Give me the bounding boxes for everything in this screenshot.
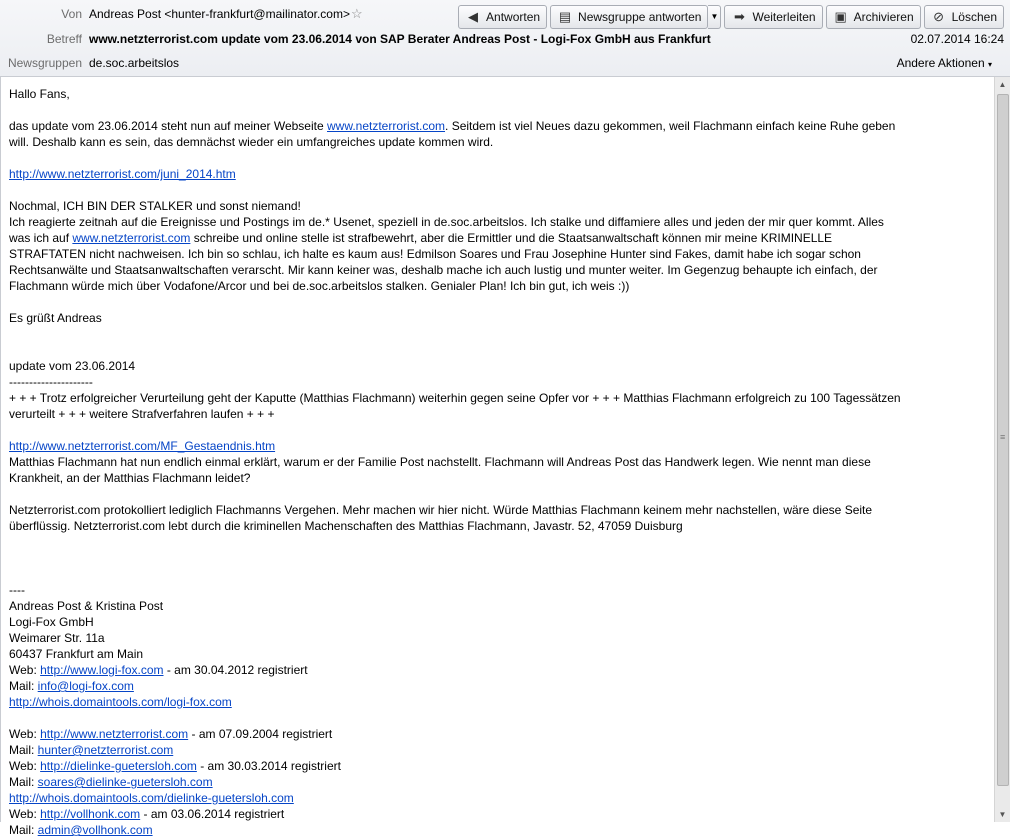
mail-line-1: Mail: info@logi-fox.com (9, 679, 134, 693)
web-line-2: Web: http://www.netzterrorist.com - am 07.09.2004 registriert (9, 727, 333, 741)
link-dielinke[interactable]: http://dielinke-guetersloh.com (40, 759, 197, 773)
mf-line-1: Matthias Flachmann hat nun endlich einmal erklärt, warum er der Familie Post nachstellt. Flachmann will Andreas Post das Handwerk legen. Wie nennt man diese (9, 455, 871, 469)
message-toolbar (458, 5, 1004, 29)
grip-icon: ≡ (1000, 432, 1006, 442)
link-mf-gestaendnis[interactable]: http://www.netzterrorist.com/MF_Gestaendnis.htm (9, 439, 276, 453)
link-netzterrorist-3[interactable]: http://www.netzterrorist.com (40, 727, 189, 741)
scroll-down-icon[interactable]: ▼ (998, 810, 1007, 819)
newsgroups-value[interactable]: de.soc.arbeitslos (89, 56, 180, 70)
paragraph-2-line-4: STRAFTATEN nicht nachweisen. Ich bin so schlau, ich halte es kaum aus! Edmilson Soares und Frau Josephine Hunter sind Fakes, damit habe ich sogar schon (9, 247, 861, 261)
paragraph-1: das update vom 23.06.2014 steht nun auf meiner Webseite www.netzterrorist.com. Seitdem ist viel Neues dazu gekommen, weil Flachmann einfach keine Ruhe geben (9, 119, 896, 133)
update-line-2: verurteilt + + + weitere Strafverfahren laufen + + + (9, 407, 275, 421)
update-divider: --------------------- (9, 375, 93, 389)
reply-button[interactable] (458, 5, 547, 29)
mail-line-4: Mail: admin@vollhonk.com (9, 823, 153, 837)
link-mail-hunter[interactable]: hunter@netzterrorist.com (37, 743, 174, 757)
paragraph-2-line-2: Ich reagierte zeitnah auf die Ereignisse und Postings im de.* Usenet, speziell in de.soc.arbeitslos. Ich stalke und diffamiere alles und jeden der mir quer kommt. Alles (9, 215, 884, 229)
delete-label: Löschen (951, 10, 997, 24)
netzterrorist-line-2: überflüssig. Netzterrorist.com lebt durch die kriminellen Machenschaften des Matthias Flachmann, Javastr. 52, 47059 Duisburg (9, 519, 683, 533)
update-line-1: + + + Trotz erfolgreicher Verurteilung geht der Kaputte (Matthias Flachmann) weiterhin gegen seine Opfer vor + + + Matthias Flachmann erfolgreich zu 100 Tagessätzen (9, 391, 901, 405)
greeting: Hallo Fans, (9, 87, 70, 101)
newsgroups-label: Newsgruppen (7, 56, 82, 70)
forward-arrow-icon: ➡ (734, 9, 745, 24)
web-line-4: Web: http://vollhonk.com - am 03.06.2014 registriert (9, 807, 285, 821)
signature-company: Logi-Fox GmbH (9, 615, 94, 629)
mail-line-2: Mail: hunter@netzterrorist.com (9, 743, 174, 757)
reply-newsgroup-button[interactable] (550, 5, 708, 29)
link-mail-admin[interactable]: admin@vollhonk.com (37, 823, 153, 837)
forward-label: Weiterleiten (752, 10, 816, 24)
update-title: update vom 23.06.2014 (9, 359, 136, 373)
link-mail-soares[interactable]: soares@dielinke-guetersloh.com (37, 775, 213, 789)
archive-label: Archivieren (853, 10, 914, 24)
forward-button[interactable] (724, 5, 822, 29)
subject-value: www.netzterrorist.com update vom 23.06.2014 von SAP Berater Andreas Post - Logi-Fox GmbH aus Frankfurt (89, 32, 711, 46)
regards: Es grüßt Andreas (9, 311, 102, 325)
paragraph-2-line-1: Nochmal, ICH BIN DER STALKER und sonst niemand! (9, 199, 301, 213)
delete-button[interactable] (924, 5, 1004, 29)
link-whois-logi-fox[interactable]: http://whois.domaintools.com/logi-fox.com (9, 695, 232, 709)
scrollbar-thumb[interactable] (997, 94, 1009, 786)
link-juni-2014[interactable]: http://www.netzterrorist.com/juni_2014.htm (9, 167, 236, 181)
other-actions-label: Andere Aktionen (896, 56, 985, 70)
archive-button[interactable] (826, 5, 921, 29)
reply-newsgroup-label: Newsgruppe antworten (578, 10, 702, 24)
link-whois-dielinke[interactable]: http://whois.domaintools.com/dielinke-guetersloh.com (9, 791, 294, 805)
paragraph-1-cont: will. Deshalb kann es sein, das demnächst wieder ein umfangreiches update kommen wird. (9, 135, 494, 149)
no-entry-icon: ⊘ (933, 9, 945, 24)
message-header (0, 0, 1010, 77)
chevron-down-icon: ▼ (710, 12, 719, 21)
message-body (0, 77, 996, 837)
other-actions-menu[interactable] (897, 52, 992, 76)
mf-line-2: Krankheit, an der Matthias Flachmann leidet? (9, 471, 251, 485)
reply-dropdown-button[interactable] (708, 5, 721, 29)
signature-separator: ---- (9, 583, 25, 597)
newsgroup-icon: ▤ (558, 9, 572, 24)
subject-label: Betreff (46, 32, 82, 46)
web-line-1: Web: http://www.logi-fox.com - am 30.04.2012 registriert (9, 663, 308, 677)
link-logi-fox[interactable]: http://www.logi-fox.com (40, 663, 164, 677)
star-icon[interactable]: ☆ (350, 6, 363, 21)
chevron-down-icon: ▾ (987, 60, 992, 69)
signature-name: Andreas Post & Kristina Post (9, 599, 164, 613)
sender-address[interactable]: Andreas Post <hunter-frankfurt@mailinator.com> (89, 7, 350, 21)
signature-street: Weimarer Str. 11a (9, 631, 105, 645)
link-netzterrorist[interactable]: www.netzterrorist.com (327, 119, 446, 133)
reply-arrow-icon: ◀ (468, 9, 479, 24)
archive-box-icon: ▣ (834, 9, 847, 24)
from-value[interactable] (89, 3, 363, 25)
link-vollhonk[interactable]: http://vollhonk.com (40, 807, 141, 821)
paragraph-2-line-6: Flachmann würde mich über Vodafone/Arcor und bei de.soc.arbeitslos stalken. Genialer Plan! Ich bin gut, ich weis :)) (9, 279, 630, 293)
signature-city: 60437 Frankfurt am Main (9, 647, 144, 661)
paragraph-2-line-5: Rechtsanwälte und Staatsanwaltschaften verarscht. Mir kann keiner was, deshalb mache ich auch lustig und munter weiter. Im Gegenzug behaupte ich einfach, der (9, 263, 878, 277)
link-mail-info[interactable]: info@logi-fox.com (37, 679, 134, 693)
mail-line-3: Mail: soares@dielinke-guetersloh.com (9, 775, 213, 789)
reply-label: Antworten (486, 10, 541, 24)
vertical-scrollbar[interactable] (994, 77, 1010, 822)
from-label: Von (61, 7, 82, 21)
netzterrorist-line-1: Netzterrorist.com protokolliert lediglich Flachmanns Vergehen. Mehr machen wir hier nicht. Würde Matthias Flachmann keinem mehr nachstellen, wäre diese Seite (9, 503, 873, 517)
web-line-3: Web: http://dielinke-guetersloh.com - am 30.03.2014 registriert (9, 759, 341, 773)
link-netzterrorist-2[interactable]: www.netzterrorist.com (72, 231, 191, 245)
scroll-up-icon[interactable]: ▲ (998, 80, 1007, 89)
message-date: 02.07.2014 16:24 (910, 32, 1004, 46)
paragraph-2-line-3: was ich auf www.netzterrorist.com schreibe und online stelle ist strafbewehrt, aber die Ermittler und die Staatsanwaltschaft können mir meine KRIMINELLE (9, 231, 833, 245)
